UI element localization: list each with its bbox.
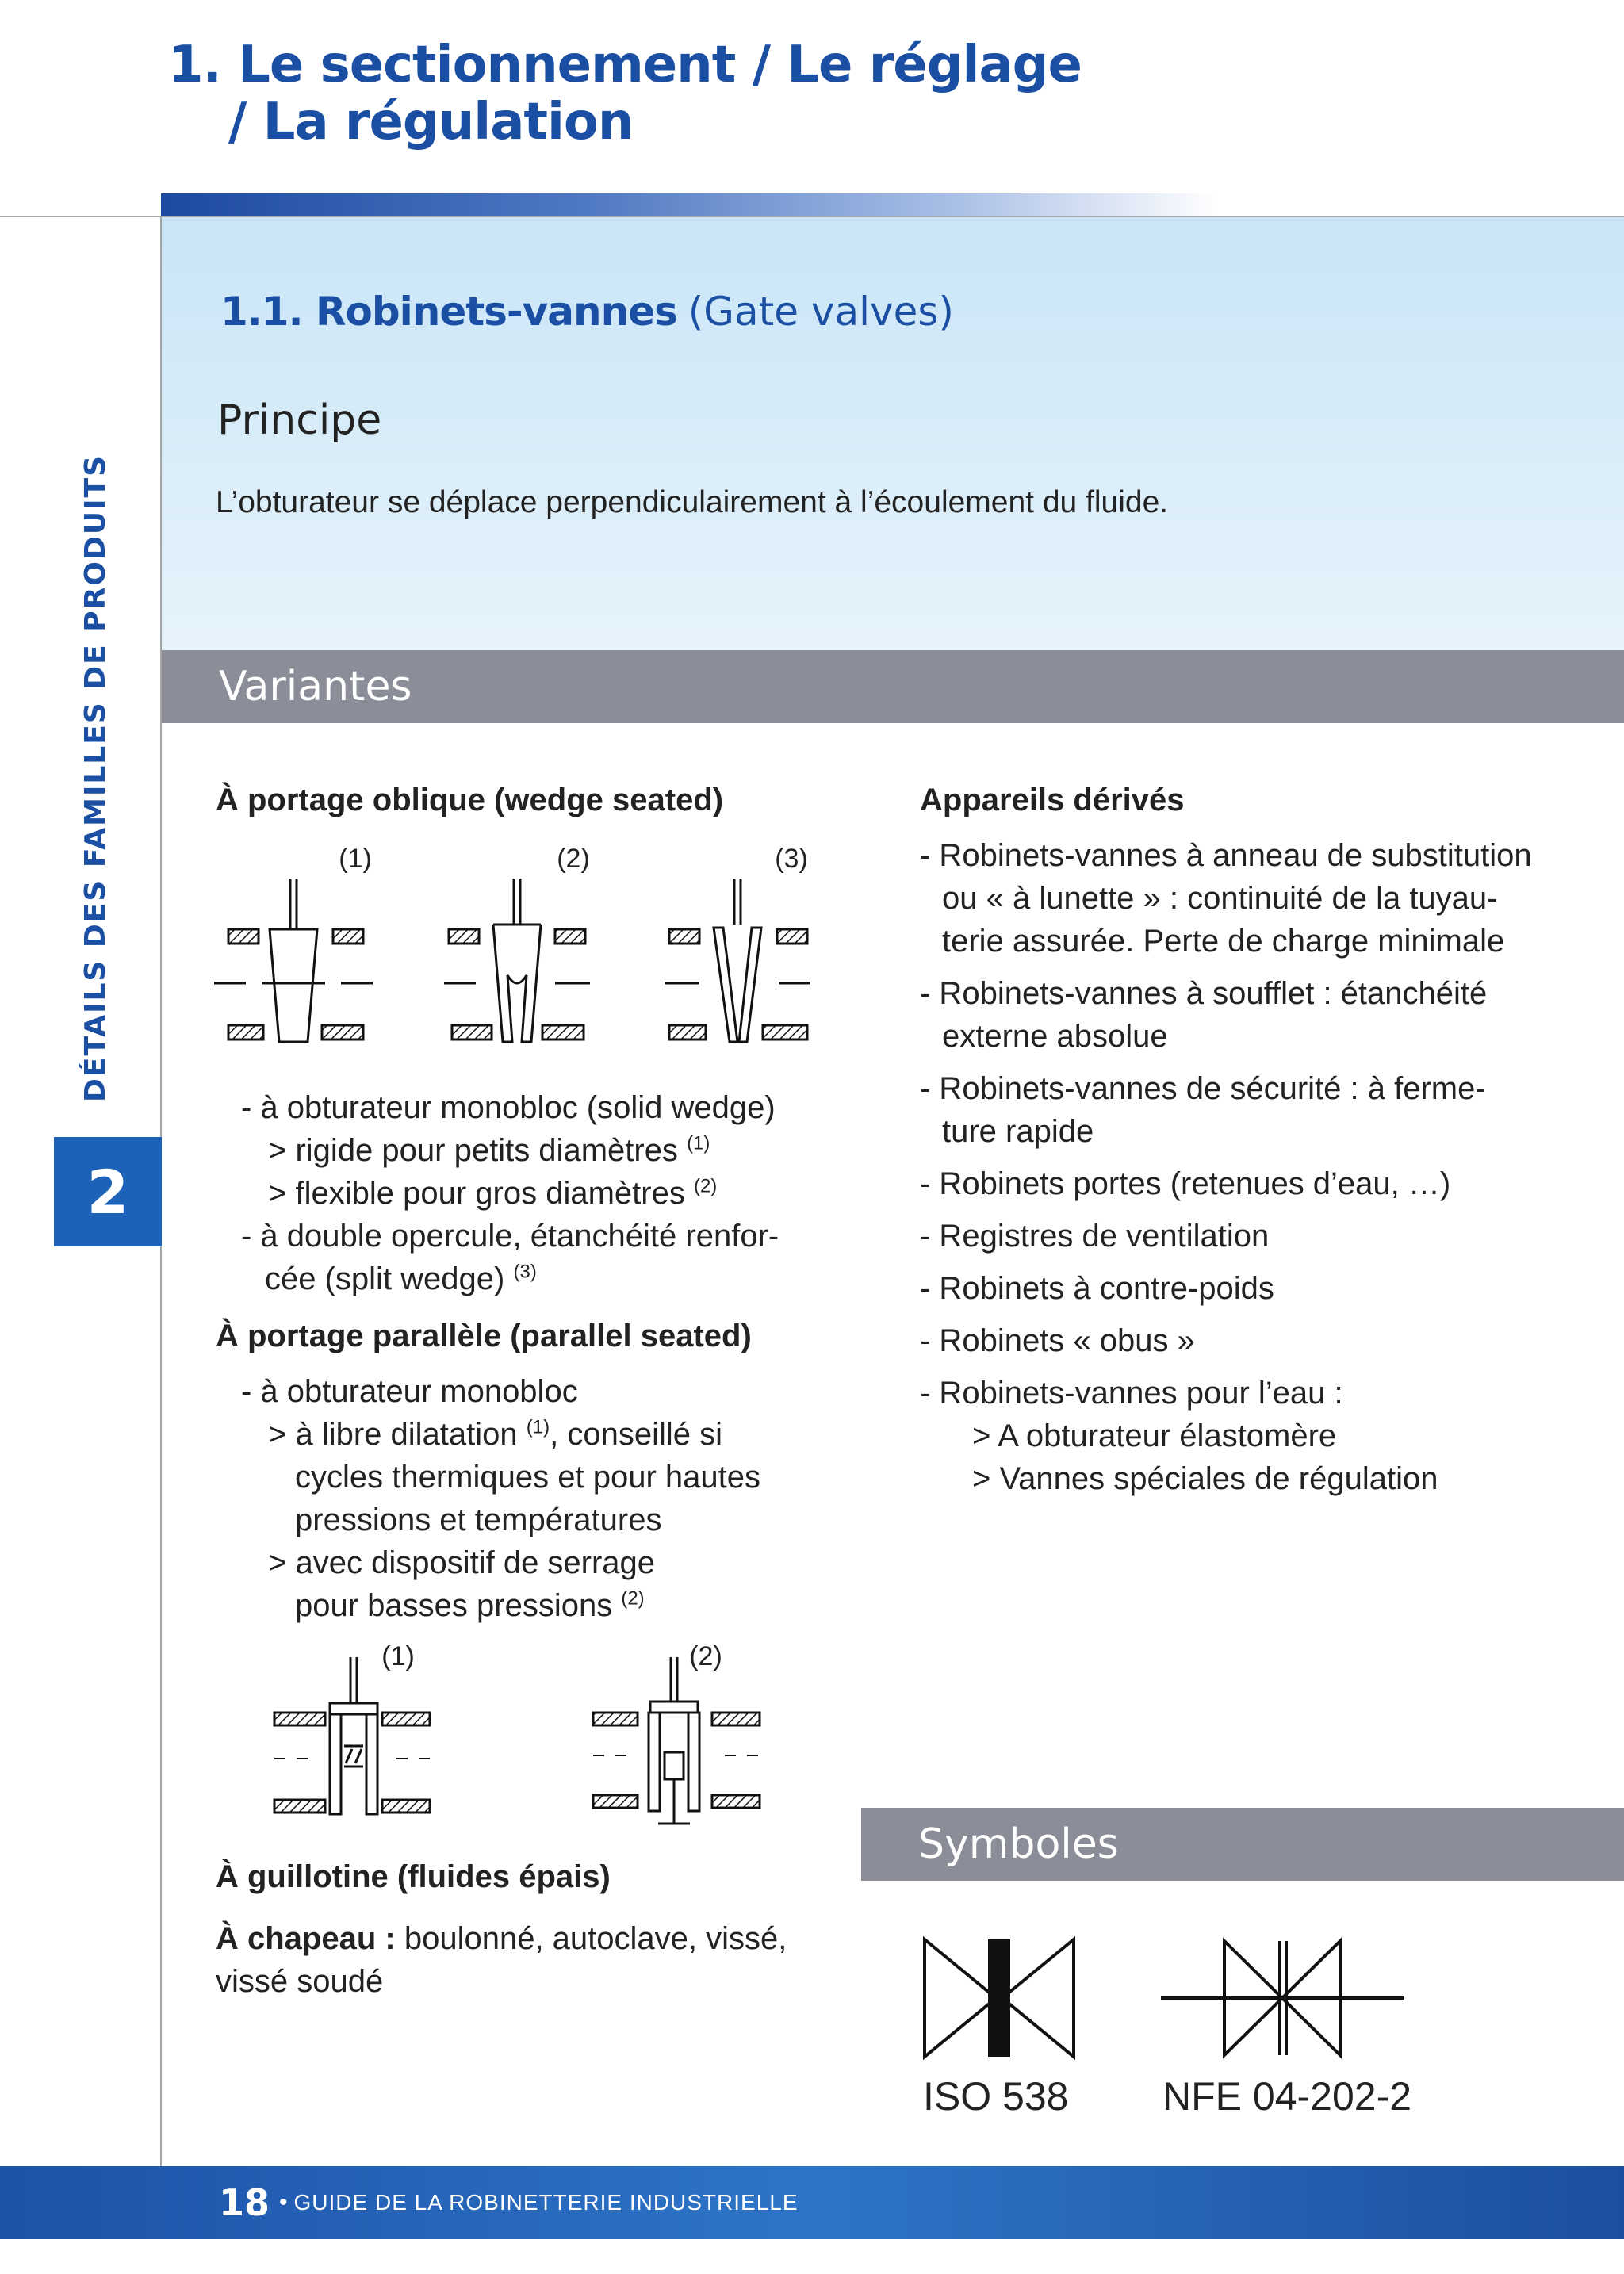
- section-title-sub: (Gate valves): [688, 289, 954, 335]
- iso-538-symbol: [920, 1935, 1078, 2062]
- derives-item: terie assurée. Perte de charge minimale: [942, 924, 1505, 959]
- section-title-main: 1.1. Robinets-vannes: [220, 289, 677, 335]
- derives-item: > Vannes spéciales de régulation: [972, 1461, 1438, 1496]
- footer-title: GUIDE DE LA ROBINETTERIE INDUSTRIELLE: [293, 2190, 799, 2215]
- parallel-heading-text: À portage parallèle (parallel seated): [216, 1319, 752, 1353]
- principe-text: L’obturateur se déplace perpendiculairement à l’écoulement du fluide.: [216, 485, 1169, 519]
- derives-item: - Robinets-vannes de sécurité : à ferme-: [920, 1071, 1486, 1106]
- wedge-heading-text: À portage oblique (wedge seated): [216, 783, 724, 817]
- page-footer: [0, 2166, 1624, 2239]
- wedge-fig-label-1: (1): [339, 844, 372, 874]
- wedge-diagram-3: [665, 879, 810, 1042]
- chapeau-options-2: vissé soudé: [216, 1964, 384, 1999]
- chapter-side-label: DÉTAILS DES FAMILLES DE PRODUITS: [79, 454, 112, 1102]
- parallel-diagram-1: [274, 1657, 430, 1814]
- wedge-item: > rigide pour petits diamètres $^{(1)}$: [268, 1132, 710, 1168]
- guillotine-heading: [216, 1855, 611, 1898]
- parallel-list: [241, 1370, 760, 1627]
- derives-item: externe absolue: [942, 1019, 1168, 1054]
- chapeau-label: À chapeau :: [216, 1921, 396, 1956]
- symboles-band: [861, 1808, 1624, 1881]
- parallel-heading: [216, 1315, 752, 1357]
- wedge-item: - à obturateur monobloc (solid wedge): [241, 1090, 776, 1125]
- derives-item: - Registres de ventilation: [920, 1219, 1270, 1254]
- derives-item: - Robinets à contre-poids: [920, 1271, 1274, 1306]
- guillotine-heading-text: À guillotine (fluides épais): [216, 1859, 611, 1894]
- nfe-label: NFE 04-202-2: [1162, 2074, 1412, 2119]
- wedge-diagram-2: [444, 879, 590, 1042]
- parallel-item: cycles thermiques et pour hautes: [295, 1460, 760, 1495]
- parallel-diagram-2: [593, 1657, 760, 1824]
- derives-item: - Robinets portes (retenues d’eau, …): [920, 1166, 1451, 1201]
- page-title-line1: 1. Le sectionnement / Le réglage: [168, 36, 1082, 94]
- derives-heading: [920, 779, 1185, 821]
- variantes-heading: Variantes: [219, 663, 412, 710]
- wedge-diagrams: [214, 833, 817, 1055]
- wedge-diagram-1: [214, 879, 373, 1042]
- parallel-item: > à libre dilatation $^{(1)}$, conseillé si: [268, 1416, 722, 1452]
- derives-item: - Robinets « obus »: [920, 1323, 1195, 1358]
- derives-item: - Robinets-vannes à soufflet : étanchéité: [920, 976, 1488, 1011]
- parallel-diagrams: [262, 1633, 785, 1839]
- iso-538-label: ISO 538: [923, 2074, 1069, 2119]
- wedge-item: - à double opercule, étanchéité renfor-: [241, 1219, 779, 1254]
- parallel-item: - à obturateur monobloc: [241, 1374, 578, 1409]
- wedge-item: > flexible pour gros diamètres $^{(2)}$: [268, 1175, 718, 1211]
- principe-heading: Principe: [217, 396, 382, 444]
- page-title: [168, 36, 1082, 151]
- page-number: 18: [219, 2181, 270, 2224]
- derives-list: [920, 834, 1532, 1500]
- wedge-fig-label-2: (2): [557, 844, 590, 874]
- parallel-item: pour basses pressions $^{(2)}$: [295, 1587, 645, 1623]
- derives-item: ou « à lunette » : continuité de la tuyau-: [942, 881, 1498, 916]
- derives-item: - Robinets-vannes à anneau de substitution: [920, 838, 1532, 873]
- derives-item: > A obturateur élastomère: [972, 1418, 1337, 1453]
- derives-item: - Robinets-vannes pour l’eau :: [920, 1376, 1343, 1411]
- parallel-fig-label-1: (1): [381, 1641, 415, 1671]
- wedge-item: cée (split wedge) $^{(3)}$: [265, 1261, 537, 1296]
- derives-item: ture rapide: [942, 1114, 1094, 1149]
- variantes-band: [162, 650, 1624, 723]
- wedge-fig-label-3: (3): [775, 844, 808, 874]
- derives-heading-text: Appareils dérivés: [920, 783, 1185, 817]
- parallel-item: > avec dispositif de serrage: [268, 1545, 656, 1580]
- wedge-list: [241, 1086, 779, 1300]
- chapter-badge: 2: [54, 1137, 162, 1246]
- symboles-heading: Symboles: [918, 1820, 1119, 1868]
- header-gradient-bar: [161, 193, 1217, 217]
- parallel-item: pressions et températures: [295, 1503, 662, 1537]
- section-title: [220, 289, 954, 335]
- nfe-04-202-2-symbol: [1161, 1935, 1404, 2062]
- parallel-fig-label-2: (2): [689, 1641, 722, 1671]
- wedge-heading: [216, 779, 723, 821]
- footer-separator: •: [279, 2189, 288, 2215]
- chapeau-text: [216, 1917, 787, 2003]
- chapeau-options: boulonné, autoclave, vissé,: [404, 1921, 787, 1956]
- page-title-line2: / La régulation: [228, 93, 634, 151]
